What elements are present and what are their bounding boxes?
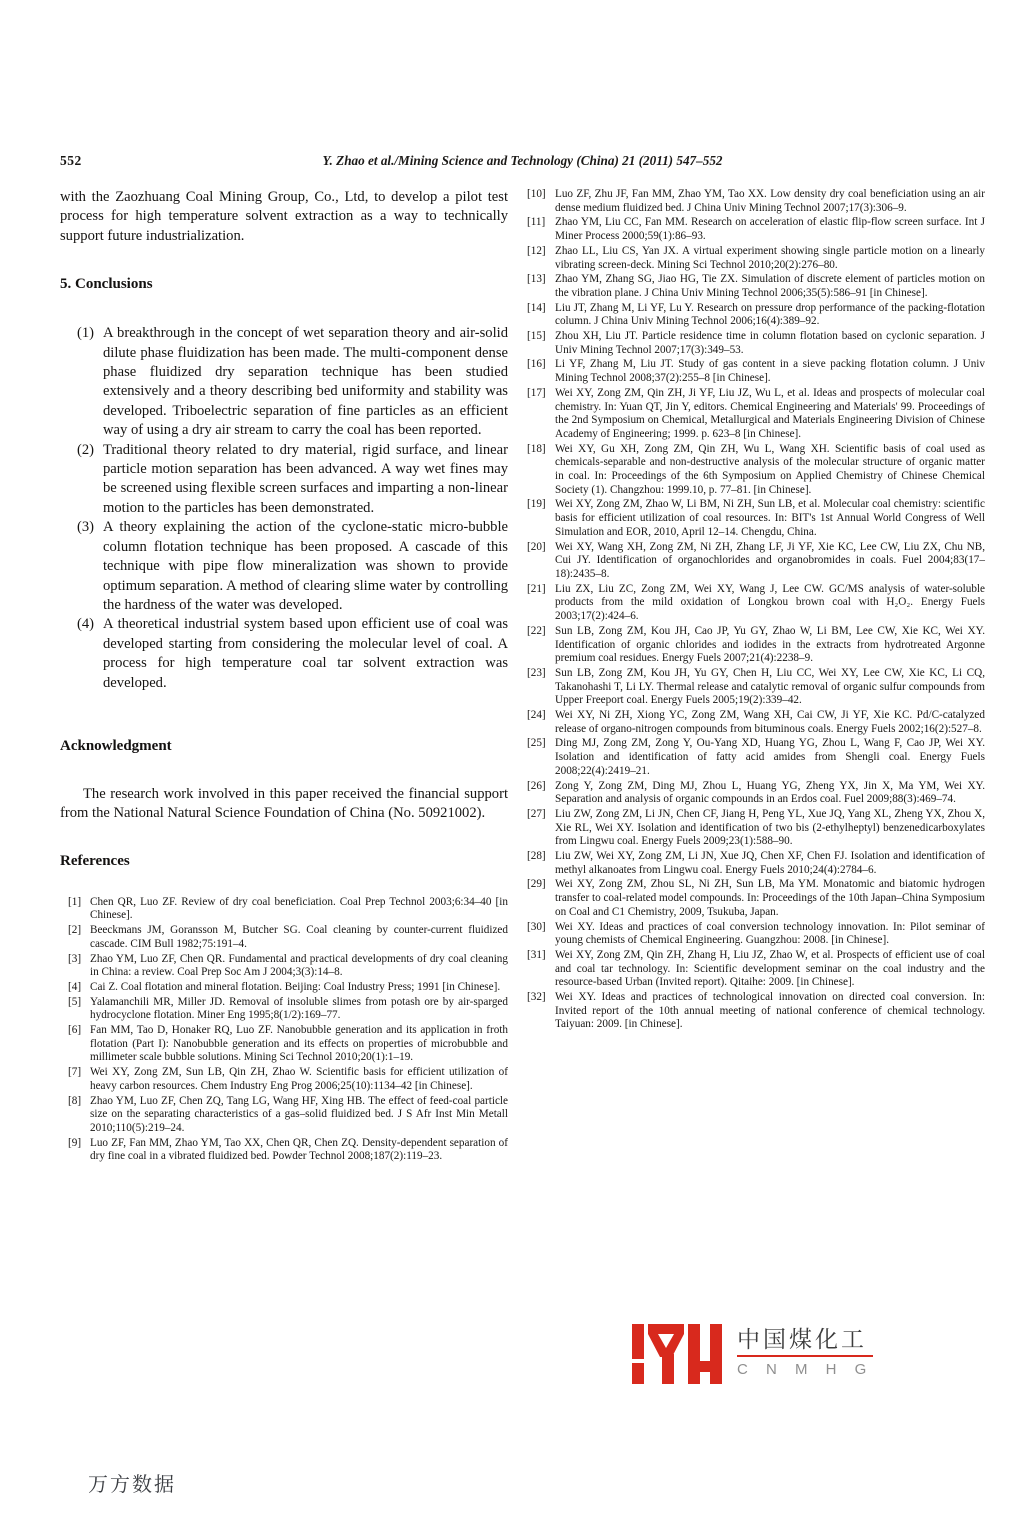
reference-number: [28] bbox=[527, 850, 546, 863]
logo-underline bbox=[737, 1355, 873, 1357]
reference-text: Yalamanchili MR, Miller JD. Removal of insoluble slimes from potash ore by air-sparged hydrocyclone flotation. Miner Eng 1995;8(1/2):169–77. bbox=[90, 995, 508, 1022]
reference-number: [3] bbox=[68, 952, 82, 965]
reference-item bbox=[527, 443, 985, 498]
reference-text: Liu ZW, Zong ZM, Li JN, Chen CF, Jiang H, Peng YL, Xue JQ, Yang XL, Zheng YX, Zhou X, Xie RL, Wei XY. Isolation and identification of two bis (2-ethylheptyl) benzenedicarboxylates from Lingwu coal. Energy Fuels 2009;23(1):588–90. bbox=[555, 807, 985, 848]
reference-item bbox=[527, 991, 985, 1032]
reference-text: Wei XY. Ideas and practices of technological innovation on directed coal conversion. In: Invited report of the 10th annual meeting of national conference of chemical technology. Taiyuan: 2009. [in Chinese]. bbox=[555, 991, 985, 1031]
reference-text: Li YF, Zhang M, Liu JT. Study of gas content in a sieve packing flotation column. J Univ Mining Technol 2008;37(2):255–8 [in Chinese]. bbox=[555, 358, 985, 385]
reference-text: Ding MJ, Zong ZM, Zong Y, Ou-Yang XD, Huang YG, Zhou L, Wang F, Cao JP, Wei XY. Isolation and identification of fatty acid amides from Shengli coal. Energy Fuels 2008;22(4):2419–21. bbox=[555, 737, 985, 777]
reference-text: Wei XY, Ni ZH, Xiong YC, Zong ZM, Wang XH, Cai CW, Ji YF, Xie KC. Pd/C-catalyzed release of organo-nitrogen compounds from bituminous coals. Energy Fuels 2002;16(2):527–8. bbox=[555, 709, 985, 735]
reference-item bbox=[527, 188, 985, 215]
reference-item bbox=[60, 1024, 508, 1065]
right-column bbox=[527, 188, 985, 1033]
reference-item bbox=[60, 953, 508, 980]
reference-item bbox=[60, 1137, 508, 1164]
reference-item bbox=[60, 996, 508, 1023]
reference-item bbox=[527, 737, 985, 778]
reference-text: Wei XY, Gu XH, Zong ZM, Qin ZH, Wu L, Wang XH. Scientific basis of coal used as chemicals-separable and non-destructive analysis of the molecular structure of organic matter in coal. In: Proceedings of the 6th Symposium on Applied Chemistry of Chinese Chemical Society (1). Changzhou: 1999.10, p. 77–81. [in Chinese]. bbox=[555, 442, 985, 496]
reference-number: [2] bbox=[68, 924, 82, 937]
reference-text: Zong Y, Zong ZM, Ding MJ, Zhou L, Huang YG, Zheng YX, Jin X, Ma YM, Wei XY. Separation and analysis of organic compounds in an Erdos coal. Fuel 2009;88(3):469–74. bbox=[555, 779, 985, 806]
reference-number: [11] bbox=[527, 216, 546, 229]
conclusion-text: A theoretical industrial system based upon efficient use of coal was developed starting from considering the molecular level of coal. A process for high temperature coal tar solvent extraction was developed. bbox=[103, 616, 508, 691]
reference-item bbox=[60, 924, 508, 951]
conclusion-item bbox=[60, 441, 508, 519]
reference-item bbox=[60, 981, 508, 995]
reference-text: Zhao YM, Luo ZF, Chen QR. Fundamental and practical developments of dry coal cleaning in China: a review. Coal Prep Soc Am J 2004;3(3):14–8. bbox=[90, 952, 508, 979]
reference-item bbox=[527, 358, 985, 385]
reference-number: [10] bbox=[527, 188, 546, 200]
reference-item bbox=[527, 273, 985, 300]
reference-text: Wei XY, Zong ZM, Zhao W, Li BM, Ni ZH, Sun LB, et al. Molecular coal chemistry: scientific basis for efficient utilization of coal resources. In: BIT's 1st Annual World Congress of Well Simulation and EOR, 2010, April 12–14. Chengdu, China. bbox=[555, 498, 985, 538]
reference-item bbox=[527, 921, 985, 948]
reference-text: Luo ZF, Fan MM, Zhao YM, Tao XX, Chen QR, Chen ZQ. Density-dependent separation of dry fine coal in a vibrated fluidized bed. Powder Technol 2008;187(2):119–23. bbox=[90, 1136, 508, 1163]
reference-item bbox=[527, 541, 985, 582]
reference-text: Luo ZF, Zhu JF, Fan MM, Zhao YM, Tao XX. Low density dry coal beneficiation using an air dense medium fluidized bed. J China Univ Mining Technol 2007;17(3):306–9. bbox=[555, 188, 985, 214]
reference-item bbox=[527, 878, 985, 919]
conclusion-item bbox=[60, 324, 508, 440]
reference-item bbox=[527, 387, 985, 442]
reference-text: Wei XY, Zong ZM, Zhou SL, Ni ZH, Sun LB, Ma YM. Monatomic and biatomic hydrogen transfer to coal-related model compounds. In: Proceedings of the 10th Japan–China Symposium on Coal and C1 Chemistry, 2009, Tsukuba, Japan. bbox=[555, 878, 986, 918]
references-heading: References bbox=[60, 852, 130, 869]
watermark-wanfang: 万方数据 bbox=[88, 1474, 176, 1496]
reference-number: [25] bbox=[527, 737, 546, 750]
logo-chinese-text: 中国煤化工 bbox=[737, 1326, 867, 1352]
conclusions-list bbox=[60, 324, 508, 693]
page-number: 552 bbox=[60, 153, 82, 168]
reference-item bbox=[527, 245, 985, 272]
reference-item bbox=[527, 949, 985, 990]
reference-text: Fan MM, Tao D, Honaker RQ, Luo ZF. Nanobubble generation and its application in froth flotation (Part I): Nanobubble generation and its effects on properties of microbubble and millimeter scale bubble solutions. Mining Sci Technol 2010;20(1):1–19. bbox=[90, 1024, 508, 1064]
reference-number: [16] bbox=[527, 358, 546, 371]
reference-number: [9] bbox=[68, 1136, 82, 1149]
reference-number: [30] bbox=[527, 920, 546, 933]
reference-text: Liu ZX, Liu ZC, Zong ZM, Wei XY, Wang J, Lee CW. GC/MS analysis of water-soluble products from the mild oxidation of Longkou brown coal with H₂O₂. Energy Fuels 2003;17(2):424–6. bbox=[555, 582, 985, 623]
reference-number: [12] bbox=[527, 244, 546, 257]
reference-number: [13] bbox=[527, 273, 546, 286]
reference-number: [29] bbox=[527, 878, 546, 891]
reference-item bbox=[527, 216, 985, 243]
reference-number: [17] bbox=[527, 386, 546, 399]
left-column bbox=[60, 188, 508, 1165]
reference-number: [19] bbox=[527, 498, 546, 511]
reference-item bbox=[527, 330, 985, 357]
reference-text: Sun LB, Zong ZM, Kou JH, Cao JP, Yu GY, Zhao W, Li BM, Lee CW, Xie KC, Wei XY. Identification of organic chlorides and iodides in the extracts from hydrotreated Argonne premium coal residues. Energy Fuels 2007;21(4):2238–9. bbox=[555, 624, 985, 665]
reference-item bbox=[527, 302, 985, 329]
reference-text: Wei XY, Wang XH, Zong ZM, Ni ZH, Zhang LF, Ji YF, Xie KC, Lee CW, Liu ZX, Chu NB, Cui JY. Identification of organochlorides and organobromides in coals. Fuel 2004;83(17–18):2435–8. bbox=[555, 540, 985, 580]
reference-text: Wei XY, Zong ZM, Sun LB, Qin ZH, Zhao W. Scientific basis for efficient utilization of heavy carbon resources. Chem Industry Eng Prog 2006;25(10):1134–42 [in Chinese]. bbox=[90, 1066, 508, 1092]
reference-text: Liu ZW, Wei XY, Zong ZM, Li JN, Xue JQ, Chen XF, Chen FJ. Isolation and identification of methyl alkanoates from Lingwu coal. Energy Fuels 2010;24(4):2784–6. bbox=[555, 850, 985, 876]
reference-item bbox=[527, 709, 985, 736]
intro-paragraph: with the Zaozhuang Coal Mining Group, Co., Ltd, to develop a pilot test process for high temperature solvent extraction as a way to technically support future industrialization. bbox=[60, 189, 508, 244]
reference-item bbox=[60, 1066, 508, 1093]
reference-number: [23] bbox=[527, 666, 546, 679]
conclusion-number: (4) bbox=[77, 616, 95, 633]
reference-text: Zhao LL, Liu CS, Yan JX. A virtual experiment showing single particle motion on a linearly vibrating screen-deck. Mining Sci Technol 2010;20(2):276–80. bbox=[555, 244, 985, 271]
reference-number: [8] bbox=[68, 1094, 82, 1107]
logo-latin-text: C N M H G bbox=[737, 1361, 874, 1378]
reference-item bbox=[527, 667, 985, 708]
conclusion-text: A theory explaining the action of the cyclone-static micro-bubble column flotation technique has been proposed. A cascade of this technique with pipe flow mineralization was shown to provide optimum separation. A method of clearing slime water by controlling the hardness of the water was developed. bbox=[103, 519, 508, 613]
reference-number: [1] bbox=[68, 895, 82, 908]
references-list-right bbox=[527, 188, 985, 1032]
reference-number: [27] bbox=[527, 807, 546, 820]
cnmhg-logo bbox=[632, 1324, 873, 1384]
conclusion-item bbox=[60, 518, 508, 615]
reference-item bbox=[60, 896, 508, 923]
reference-number: [6] bbox=[68, 1024, 82, 1037]
cnmhg-logo-text bbox=[737, 1324, 873, 1379]
reference-number: [14] bbox=[527, 301, 546, 314]
conclusion-item bbox=[60, 615, 508, 693]
reference-text: Zhao YM, Luo ZF, Chen ZQ, Tang LG, Wang HF, Xing HB. The effect of feed-coal particle size on the separating characteristics of a gas–solid fluidized bed. J S Afr Inst Min Metall 2010;110(5):219–24. bbox=[90, 1094, 508, 1134]
reference-item bbox=[527, 625, 985, 666]
reference-text: Wei XY, Zong ZM, Qin ZH, Ji YF, Liu JZ, Wu L, et al. Ideas and prospects of molecular coal chemistry. In: Yuan QT, Jin Y, editors. Chemical Engineering and Materials' 99. Proceedings of the 2nd Symposium on Chemical, Metallurgical and Materials Engineering Division of Chinese Academy of Engineering; 1999. p. 623–8 [in Chinese]. bbox=[555, 386, 985, 440]
reference-item bbox=[527, 583, 985, 624]
conclusion-number: (1) bbox=[77, 325, 95, 342]
reference-number: [18] bbox=[527, 442, 546, 455]
running-title: Y. Zhao et al./Mining Science and Technology (China) 21 (2011) 547–552 bbox=[322, 153, 723, 168]
reference-number: [24] bbox=[527, 709, 546, 722]
reference-item bbox=[60, 1095, 508, 1136]
reference-number: [26] bbox=[527, 779, 546, 792]
reference-text: Cai Z. Coal flotation and mineral flotation. Beijing: Coal Industry Press; 1991 [in Chinese]. bbox=[90, 980, 501, 993]
reference-text: Sun LB, Zong ZM, Kou JH, Yu GY, Chen H, Liu CC, Wei XY, Lee CW, Xie KC, Li CQ, Takanohashi T, Li LY. Thermal release and catalytic removal of organic sulfur compounds from Upper Freeport coal. Energy Fuels 2005;19(2):339–42. bbox=[555, 666, 985, 707]
reference-number: [31] bbox=[527, 948, 546, 961]
acknowledgment-text: The research work involved in this paper received the financial support from the National Natural Science Foundation of China (No. 50921002). bbox=[60, 785, 508, 822]
reference-text: Zhou XH, Liu JT. Particle residence time in column flotation based on cyclonic separation. J Univ Mining Technol 2007;17(3):349–53. bbox=[555, 330, 985, 356]
reference-text: Chen QR, Luo ZF. Review of dry coal beneficiation. Coal Prep Technol 2003;6:34–40 [in Chinese]. bbox=[90, 895, 508, 922]
reference-number: [32] bbox=[527, 991, 546, 1004]
reference-item bbox=[527, 780, 985, 807]
conclusion-number: (2) bbox=[77, 441, 95, 458]
conclusion-number: (3) bbox=[77, 519, 95, 536]
reference-number: [21] bbox=[527, 582, 546, 595]
conclusion-text: Traditional theory related to dry material, rigid surface, and linear particle motion separation has been advanced. A way wet fines may be screened using flexible screen surfaces and imparting a non-linear motion to the particles has been demonstrated. bbox=[103, 441, 508, 516]
reference-item bbox=[527, 498, 985, 539]
reference-text: Liu JT, Zhang M, Li YF, Lu Y. Research on pressure drop performance of the packing-flotation column. J China Univ Mining Technol 2006;16(4):389–92. bbox=[555, 301, 985, 328]
reference-text: Zhao YM, Liu CC, Fan MM. Research on acceleration of elastic flip-flow screen surface. Int J Miner Process 2000;59(1):86–93. bbox=[555, 216, 985, 243]
references-list-left bbox=[60, 896, 508, 1164]
reference-item bbox=[527, 808, 985, 849]
reference-number: [4] bbox=[68, 980, 82, 993]
reference-text: Wei XY, Zong ZM, Qin ZH, Zhang H, Liu JZ, Zhao W, et al. Prospects of efficient use of coal and coal tar technology. In: Scientific development seminar on the coal industry and the resource-based Urban (Invited report). Qitaihe: 2009. [in Chinese]. bbox=[555, 948, 985, 989]
reference-number: [22] bbox=[527, 624, 546, 637]
reference-number: [5] bbox=[68, 995, 82, 1008]
reference-item bbox=[527, 850, 985, 877]
reference-text: Wei XY. Ideas and practices of coal conversion technology innovation. In: Pilot seminar of young chemists of Chemical Engineering. Guangzhou: 2008. [in Chinese]. bbox=[555, 920, 985, 947]
running-head bbox=[60, 153, 985, 171]
conclusion-text: A breakthrough in the concept of wet separation theory and air-solid dilute phase fluidization has been made. The multi-component dense phase fluidized dry separation technique has been studied extensively and a theory describing bed uniformity and stability was developed. Triboelectric separation of fine particles as an efficient way of using a dry air stream to carry the coal has been reported. bbox=[103, 325, 508, 439]
acknowledgment-heading: Acknowledgment bbox=[60, 737, 172, 754]
reference-text: Beeckmans JM, Goransson M, Butcher SG. Coal cleaning by counter-current fluidized cascade. CIM Bull 1982;75:191–4. bbox=[90, 924, 508, 950]
reference-number: [7] bbox=[68, 1066, 82, 1079]
conclusions-heading: 5. Conclusions bbox=[60, 276, 153, 293]
reference-number: [15] bbox=[527, 330, 546, 343]
cnmhg-logo-mark-icon bbox=[632, 1324, 722, 1384]
reference-text: Zhao YM, Zhang SG, Jiao HG, Tie ZX. Simulation of discrete element of particles motion on the vibration plane. J China Univ Mining Technol 2006;35(5):586–91 [in Chinese]. bbox=[555, 273, 985, 299]
reference-number: [20] bbox=[527, 540, 546, 553]
